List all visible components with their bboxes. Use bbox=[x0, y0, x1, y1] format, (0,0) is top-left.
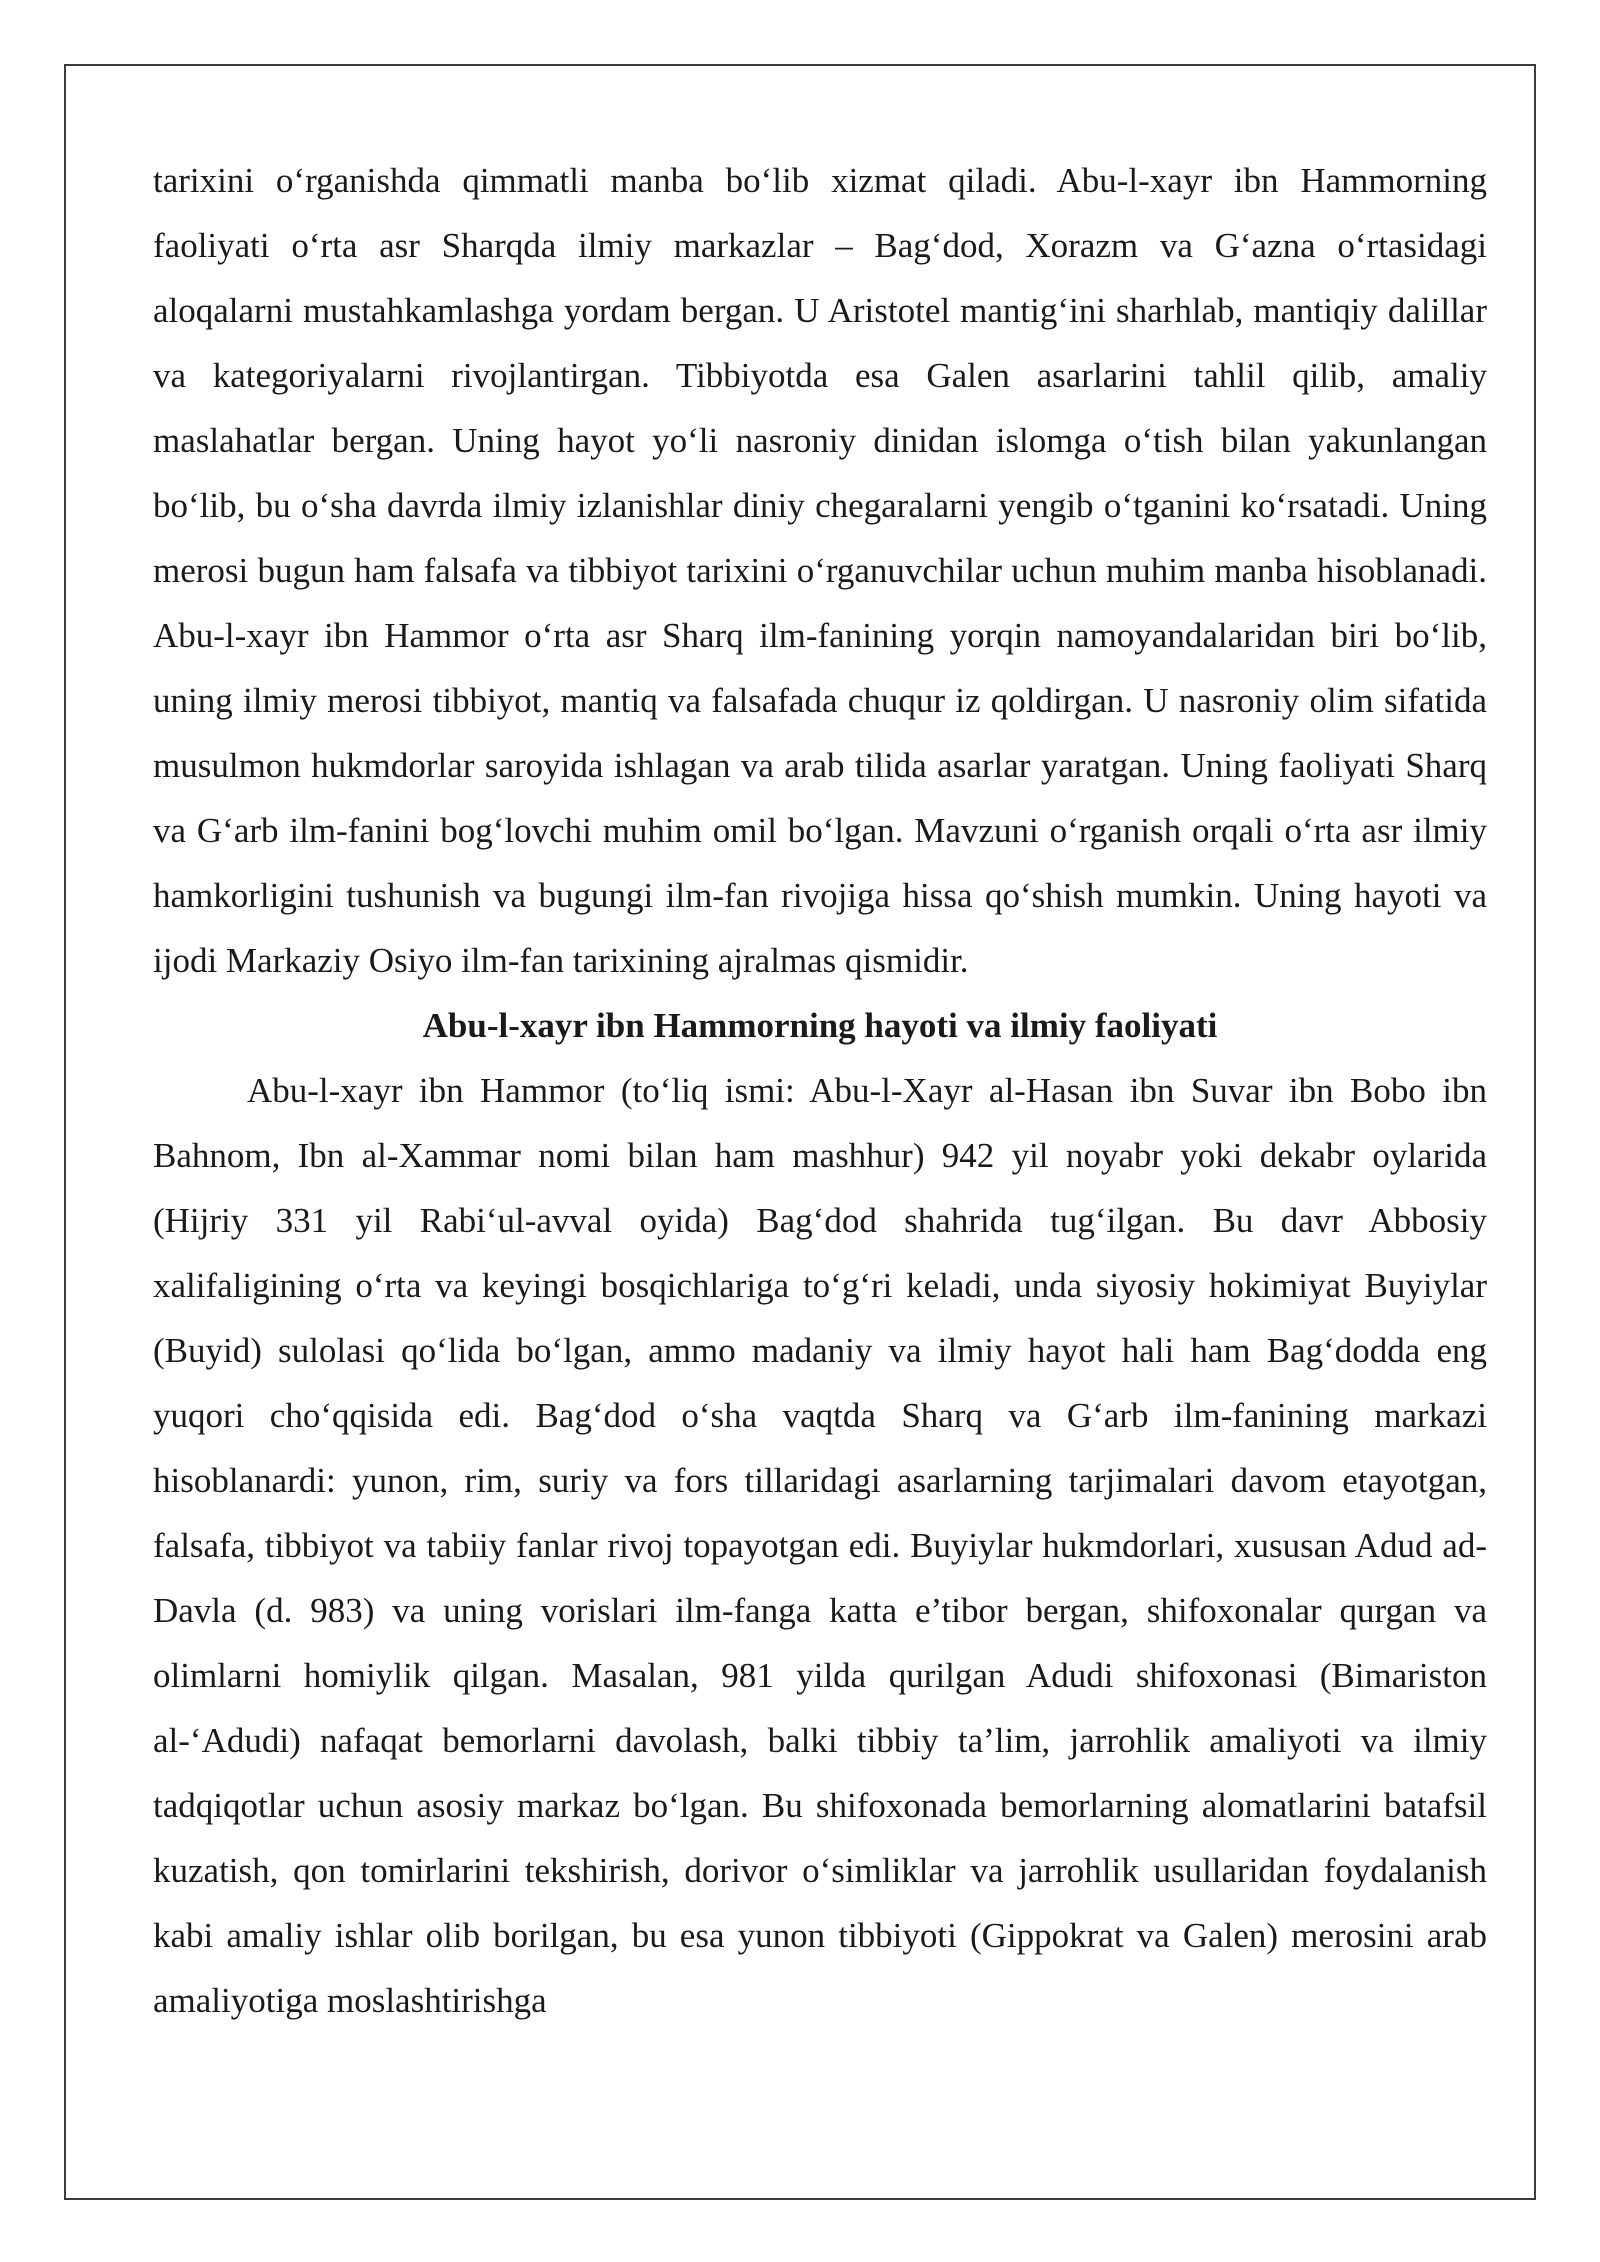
body-paragraph: Abu-l-xayr ibn Hammor (to‘liq ismi: Abu-l-Xayr al-Hasan ibn Suvar ibn Bobo ibn Bahnom, Ibn al-Xammar nomi bilan ham mashhur) 942 yil noyabr yoki dekabr oylarida (Hijriy 331 yil Rabi‘ul-avval oyida) Bag‘dod shahrida tug‘ilgan. Bu davr Abbosiy xalifaligining o‘rta va keyingi bosqichlariga to‘g‘ri keladi, unda siyosiy hokimiyat Buyiylar (Buyid) sulolasi qo‘lida bo‘lgan, ammo madaniy va ilmiy hayot hali ham Bag‘dodda eng yuqori cho‘qqisida edi. Bag‘dod o‘sha vaqtda Sharq va G‘arb ilm-fanining markazi hisoblanardi: yunon, rim, suriy va fors tillaridagi asarlarning tarjimalari davom etayotgan, falsafa, tibbiyot va tabiiy fanlar rivoj topayotgan edi. Buyiylar hukmdorlari, xususan Adud ad-Davla (d. 983) va uning vorislari ilm-fanga katta e’tibor bergan, shifoxonalar qurgan va olimlarni homiylik qilgan. Masalan, 981 yilda qurilgan Adudi shifoxonasi (Bimariston al-‘Adudi) nafaqat bemorlarni davolash, balki tibbiy ta’lim, jarrohlik amaliyoti va ilmiy tadqiqotlar uchun asosiy markaz bo‘lgan. Bu shifoxonada bemorlarning alomatlarini batafsil kuzatish, qon tomirlarini tekshirish, dorivor o‘simliklar va jarrohlik usullaridan foydalanish kabi amaliy ishlar olib borilgan, bu esa yunon tibbiyoti (Gippokrat va Galen) merosini arab amaliyotiga moslashtirishga bbox=[153, 1071, 1487, 2020]
section-heading: Abu-l-xayr ibn Hammorning hayoti va ilmiy faoliyati bbox=[422, 1006, 1218, 1045]
document-body bbox=[153, 148, 1487, 2033]
body-paragraph: tarixini o‘rganishda qimmatli manba bo‘lib xizmat qiladi. Abu-l-xayr ibn Hammorning faoliyati o‘rta asr Sharqda ilmiy markazlar – Bag‘dod, Xorazm va G‘azna o‘rtasidagi aloqalarni mustahkamlashga yordam bergan. U Aristotel mantig‘ini sharhlab, mantiqiy dalillar va kategoriyalarni rivojlantirgan. Tibbiyotda esa Galen asarlarini tahlil qilib, amaliy maslahatlar bergan. Uning hayot yo‘li nasroniy dinidan islomga o‘tish bilan yakunlangan bo‘lib, bu o‘sha davrda ilmiy izlanishlar diniy chegaralarni yengib o‘tganini ko‘rsatadi. Uning merosi bugun ham falsafa va tibbiyot tarixini o‘rganuvchilar uchun muhim manba hisoblanadi. Abu-l-xayr ibn Hammor o‘rta asr Sharq ilm-fanining yorqin namoyandalaridan biri bo‘lib, uning ilmiy merosi tibbiyot, mantiq va falsafada chuqur iz qoldirgan. U nasroniy olim sifatida musulmon hukmdorlar saroyida ishlagan va arab tilida asarlar yaratgan. Uning faoliyati Sharq va G‘arb ilm-fanini bog‘lovchi muhim omil bo‘lgan. Mavzuni o‘rganish orqali o‘rta asr ilmiy hamkorligini tushunish va bugungi ilm-fan rivojiga hissa qo‘shish mumkin. Uning hayoti va ijodi Markaziy Osiyo ilm-fan tarixining ajralmas qismidir. bbox=[153, 161, 1487, 980]
